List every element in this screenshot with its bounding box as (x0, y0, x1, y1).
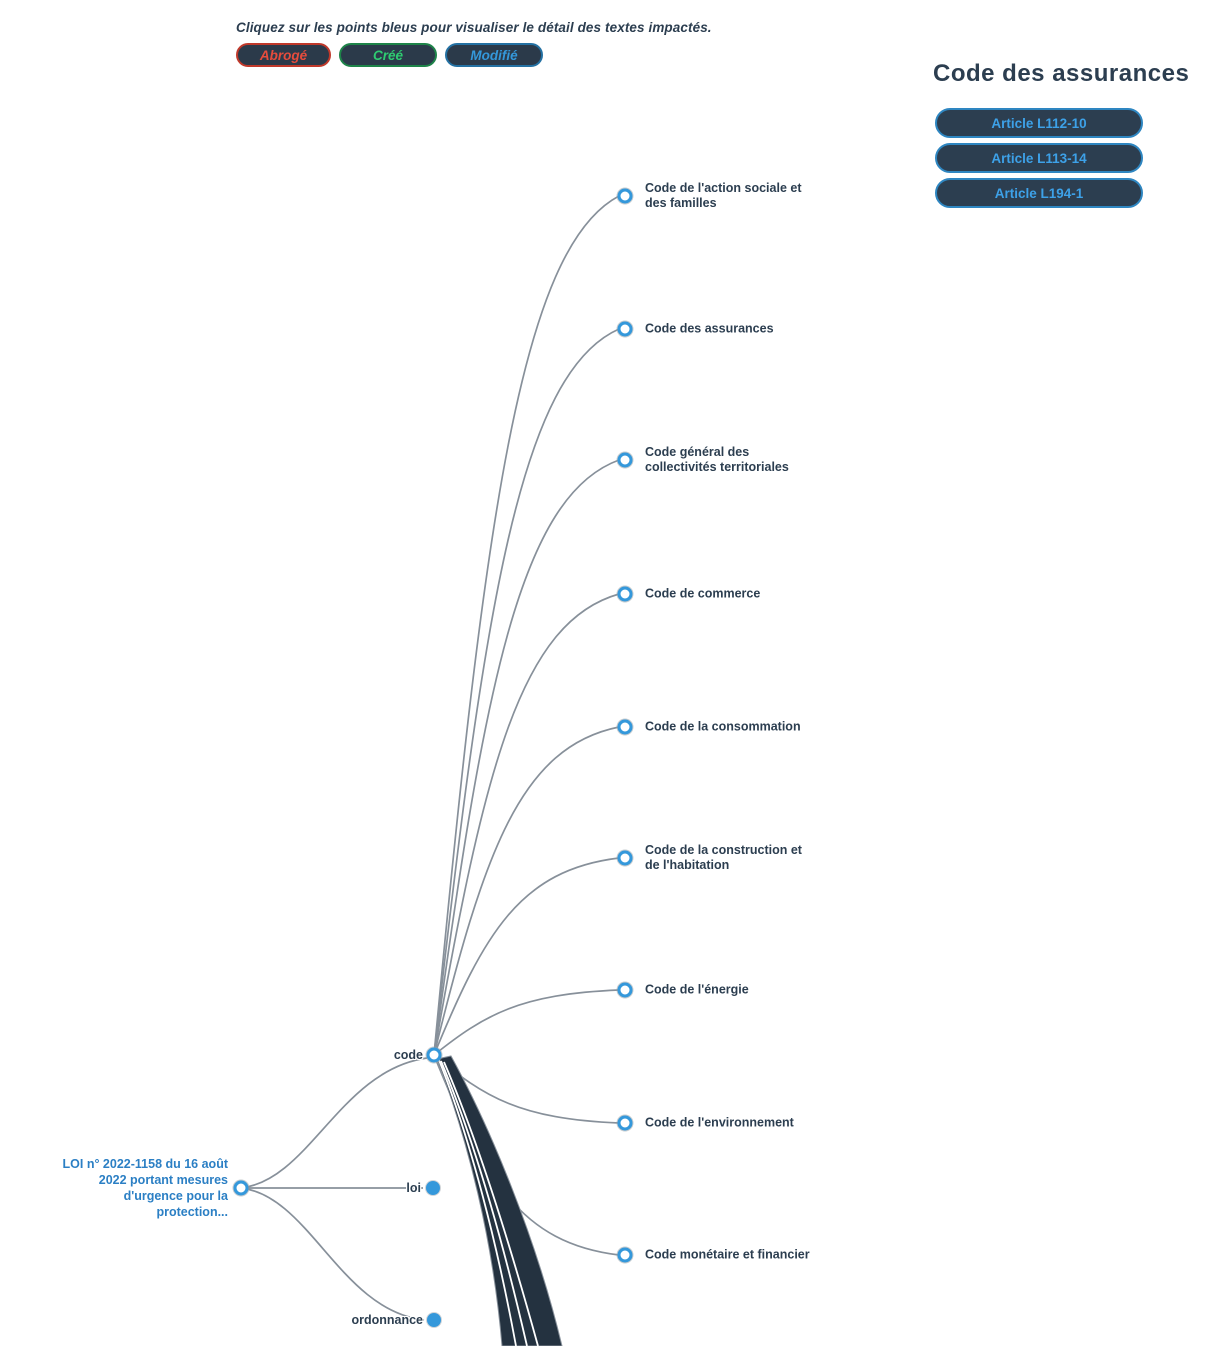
leaf-label: Code des assurances (645, 321, 774, 336)
legend-label-abroge: Abrogé (259, 47, 308, 63)
tree-node-leaf[interactable] (618, 720, 633, 735)
article-label: Article L194-1 (994, 185, 1084, 201)
legend-button-cree[interactable] (339, 43, 437, 67)
tree-node-root[interactable] (234, 1181, 249, 1196)
tree-node-leaf[interactable] (618, 983, 633, 998)
tree-node-leaf[interactable] (618, 1116, 633, 1131)
legend-label-cree: Créé (372, 47, 404, 63)
leaf-label: Code de commerce (645, 586, 761, 601)
tree-node-leaf[interactable] (618, 189, 633, 204)
legend-label-modifie: Modifié (470, 47, 518, 63)
leaf-label: Code de la construction et de l'habitation (645, 843, 802, 872)
edge-code-leaf (434, 460, 619, 1055)
legend-button-modifie[interactable] (445, 43, 543, 67)
tree-node-leaf[interactable] (618, 587, 633, 602)
edge-code-leaf (434, 858, 619, 1055)
article-button-l113-14[interactable] (935, 143, 1143, 173)
tree-node-loi[interactable] (426, 1181, 440, 1195)
panel-title: Code des assurances (933, 60, 1190, 87)
leaf-label: Code de l'environnement (645, 1115, 794, 1130)
edge-root-ordonnance (241, 1188, 424, 1320)
tree-node-leaf[interactable] (618, 322, 633, 337)
branch-label-ordonnance: ordonnance (351, 1313, 423, 1327)
edge-code-leaf (434, 196, 619, 1055)
tree-node-code[interactable] (427, 1048, 442, 1063)
branch-label-code: code (393, 1048, 423, 1062)
article-label: Article L112-10 (991, 115, 1087, 131)
tree-node-leaf[interactable] (618, 851, 633, 866)
article-label: Article L113-14 (991, 150, 1087, 166)
tree-node-leaf[interactable] (618, 1248, 633, 1263)
article-button-l194-1[interactable] (935, 178, 1143, 208)
leaf-label: Code de la consommation (645, 719, 801, 734)
leaf-label: Code général des collectivités territoriales (645, 445, 789, 474)
edge-code-leaf (434, 990, 619, 1055)
leaf-label: Code monétaire et financier (645, 1247, 810, 1262)
root-node-label: LOI n° 2022-1158 du 16 août 2022 portant mesures d'urgence pour la protection... (62, 1157, 228, 1219)
edge-root-code (241, 1058, 427, 1188)
tree-node-ordonnance[interactable] (427, 1313, 441, 1327)
leaf-label: Code de l'action sociale et des familles (645, 181, 802, 210)
instruction-text: Cliquez sur les points bleus pour visualiser le détail des textes impactés. (236, 20, 712, 35)
leaf-label: Code de l'énergie (645, 982, 749, 997)
tree-node-leaf[interactable] (618, 453, 633, 468)
article-button-l112-10[interactable] (935, 108, 1143, 138)
branch-label-loi: loi (406, 1181, 421, 1195)
legend-button-abroge[interactable] (236, 43, 331, 67)
